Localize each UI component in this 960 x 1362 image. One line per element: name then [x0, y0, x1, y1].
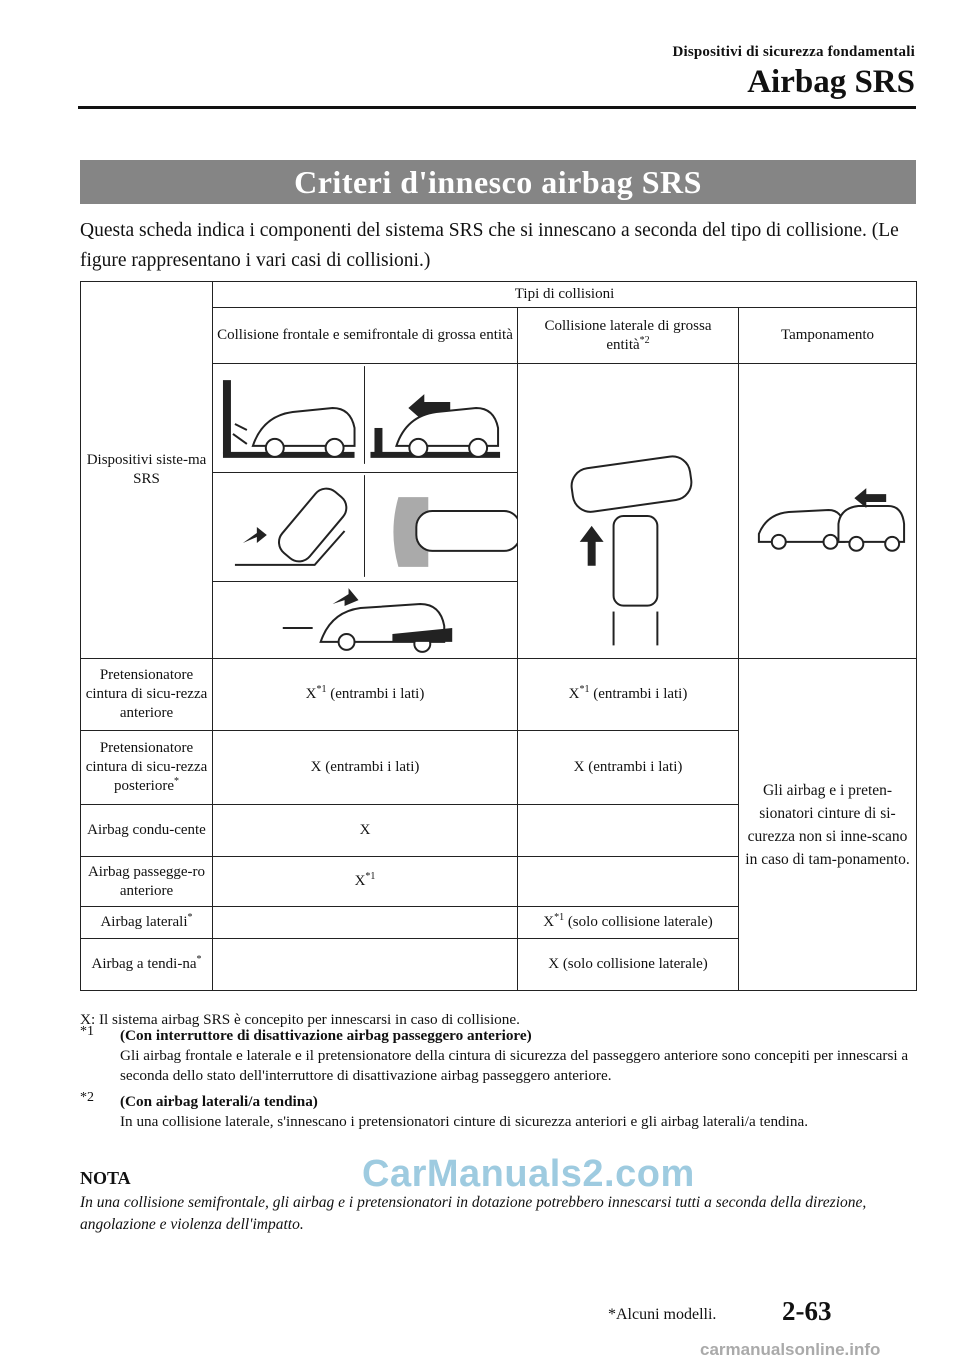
cell-driver-airbag-side: [518, 805, 739, 857]
cell-curtain-airbag-front: [213, 939, 518, 991]
footnote-2: *2 (Con airbag laterali/a tendina) In una collisione laterale, s'innescano i pretensionatori cinture di sicurezza anteriori e gli airbag laterali/a tendina.: [80, 1090, 920, 1132]
footnote-1-title: (Con interruttore di disattivazione airbag passeggero anteriore): [120, 1027, 532, 1044]
footnote-1-text: Gli airbag frontale e laterale e il pretensionatore della cintura di sicurezza del passeggero anteriore sono concepiti per innescarsi a seconda dello stato dell'interruttore di disattivazione airbag passeggero anteriore.: [120, 1047, 909, 1084]
cell-driver-airbag-front: X: [213, 805, 518, 857]
row-label-passenger-airbag: Airbag passegge-ro anteriore: [81, 857, 213, 907]
cell-front-pretensioner-side: $X^{*1}$ (entrambi i lati): [518, 659, 739, 731]
footer-note: *Alcuni modelli.: [608, 1306, 717, 1323]
nota-title: NOTA: [80, 1168, 131, 1188]
corner-watermark: carmanualsonline.info: [700, 1340, 881, 1359]
header-rule: [78, 106, 916, 109]
rear-collision-illustration: [739, 366, 916, 656]
frontal-collision-illustration: [213, 364, 517, 472]
underride-collision-illustration: [213, 582, 517, 658]
cell-passenger-airbag-front: $X^{*1}$: [213, 857, 518, 907]
col-front-header: Collisione frontale e semifrontale di grossa entità: [213, 308, 518, 364]
frontal-collision-figure: [213, 364, 518, 473]
page-title: Airbag SRS: [747, 64, 915, 100]
deployment-table: [80, 281, 917, 991]
underride-collision-figure: [213, 582, 518, 659]
watermark: CarManuals2.com: [362, 1153, 695, 1195]
cell-passenger-airbag-side: [518, 857, 739, 907]
page-number: 2-63: [782, 1296, 832, 1326]
section-title: Dispositivi di sicurezza fondamentali: [672, 44, 915, 60]
cell-rear-pretensioner-side: X (entrambi i lati): [518, 731, 739, 805]
device-header: Dispositivi siste-ma SRS: [81, 282, 213, 659]
row-label-side-airbag: Airbag laterali*: [81, 907, 213, 939]
footnote-2-title: (Con airbag laterali/a tendina): [120, 1093, 318, 1110]
row-label-curtain-airbag: Airbag a tendi-na*: [81, 939, 213, 991]
col-rear-header: Tamponamento: [739, 308, 917, 364]
section-banner: Criteri d'innesco airbag SRS: [80, 160, 916, 204]
intro-paragraph: Questa scheda indica i componenti del sistema SRS che si innescano a seconda del tipo di collisione. (Le figure rappresentano i vari casi di collisioni.): [80, 220, 899, 271]
cell-front-pretensioner-front: $X^{*1}$ (entrambi i lati): [213, 659, 518, 731]
collision-types-header: Tipi di collisioni: [213, 282, 917, 308]
cell-rear-pretensioner-front: X (entrambi i lati): [213, 731, 518, 805]
rear-collision-figure: [739, 364, 917, 659]
footnote-1: *1 (Con interruttore di disattivazione airbag passeggero anteriore) Gli airbag frontale e laterale e il pretensionatore della cintura di sicurezza del passeggero anteriore sono concepiti per innescarsi a seconda dello stato dell'interruttore di disattivazione airbag passeggero anteriore.: [80, 1024, 920, 1086]
side-collision-illustration: [518, 366, 738, 656]
footnote-2-text: In una collisione laterale, s'innescano i pretensionatori cinture di sicurezza anteriori e gli airbag laterali/a tendina.: [120, 1113, 808, 1130]
offset-collision-figure: [213, 473, 518, 582]
nota-text: In una collisione semifrontale, gli airbag e i pretensionatori in dotazione potrebbero innescarsi tutti a seconda della direzione, angolazione e violenza dell'impatto.: [80, 1194, 867, 1233]
row-label-driver-airbag: Airbag condu-cente: [81, 805, 213, 857]
cell-curtain-airbag-side: X (solo collisione laterale): [518, 939, 739, 991]
row-label-front-pretensioner: Pretensionatore cintura di sicu-rezza anteriore: [81, 659, 213, 731]
row-label-rear-pretensioner: Pretensionatore cintura di sicu-rezza posteriore*: [81, 731, 213, 805]
cell-side-airbag-side: $X^{*1}$ (solo collisione laterale): [518, 907, 739, 939]
col-side-header: Collisione laterale di grossa entità$^{*2}$: [518, 308, 739, 364]
offset-collision-illustration: [213, 473, 517, 581]
cell-side-airbag-front: [213, 907, 518, 939]
rear-collision-note: Gli airbag e i preten-sionatori cinture di si-curezza non si inne-scano in caso di tam-ponamento.: [739, 659, 917, 991]
side-collision-figure: [518, 364, 739, 659]
legend-note: X: Il sistema airbag SRS è concepito per innescarsi in caso di collisione.: [80, 1011, 520, 1028]
